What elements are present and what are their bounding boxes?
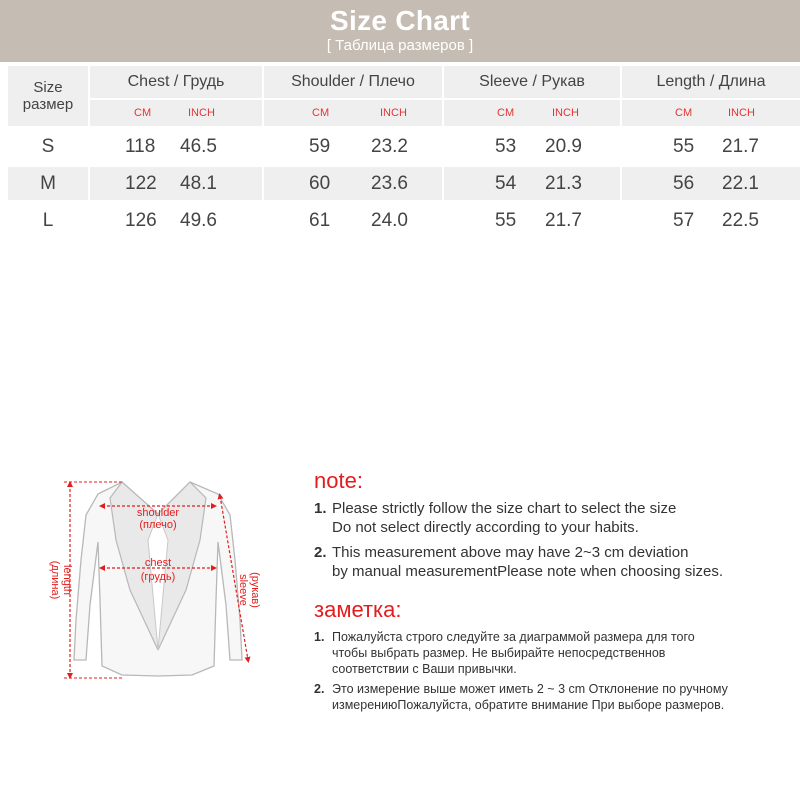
ru-note-title: заметка: xyxy=(314,597,402,622)
note-title: note: xyxy=(314,468,363,493)
column-header-sleeve: Sleeve / Рукав xyxy=(444,66,620,98)
page-subtitle: [ Таблица размеров ] xyxy=(326,37,474,54)
value-cell: 21.7 xyxy=(545,209,582,231)
table-row xyxy=(0,202,800,239)
size-header-ru: размер xyxy=(22,96,74,113)
size-label: S xyxy=(41,135,55,157)
value-cell: 118 xyxy=(125,135,156,157)
value-cell: 48.1 xyxy=(180,172,217,194)
cell-bg xyxy=(444,167,620,200)
size-header-en: Size xyxy=(33,79,63,96)
note-number: 2. xyxy=(314,682,325,696)
shoulder-label-en: shoulder xyxy=(136,507,180,519)
note-number: 1. xyxy=(314,630,325,644)
unit-inch: INCH xyxy=(552,107,579,119)
note-line: Пожалуйста строго следуйте за диаграммой размера для того xyxy=(332,630,695,644)
cell-bg xyxy=(90,167,262,200)
value-cell: 49.6 xyxy=(180,209,217,231)
jacket-measurement-diagram xyxy=(30,470,280,700)
unit-cm: CM xyxy=(675,107,693,119)
column-group-length xyxy=(622,66,800,126)
value-cell: 23.2 xyxy=(371,135,408,157)
note-item-1 xyxy=(314,499,676,537)
note-line: by manual measurementPlease note when choosing sizes. xyxy=(332,563,724,580)
unit-row xyxy=(622,100,800,126)
table-row xyxy=(0,165,800,202)
sleeve-label-en: sleeve xyxy=(237,574,249,606)
chest-label-ru: (грудь) xyxy=(140,571,176,583)
note-line: Please strictly follow the size chart to select the size xyxy=(332,500,677,517)
value-cell: 22.5 xyxy=(722,209,759,231)
value-cell: 60 xyxy=(309,172,331,194)
size-table xyxy=(0,64,800,239)
size-label: M xyxy=(40,172,56,194)
table-header-row xyxy=(0,64,800,128)
value-cell: 21.7 xyxy=(722,135,759,157)
value-cell: 54 xyxy=(495,172,517,194)
value-cell: 55 xyxy=(495,209,517,231)
size-header-cell xyxy=(8,66,88,126)
unit-cm: CM xyxy=(312,107,330,119)
value-cell: 46.5 xyxy=(180,135,217,157)
unit-row xyxy=(90,100,262,126)
unit-inch: INCH xyxy=(728,107,755,119)
column-header-length: Length / Длина xyxy=(622,66,800,98)
value-cell: 122 xyxy=(125,172,157,194)
chest-label-en: chest xyxy=(144,557,172,569)
value-cell: 55 xyxy=(673,135,695,157)
value-cell: 56 xyxy=(673,172,695,194)
note-number: 2. xyxy=(314,544,327,561)
table-row xyxy=(0,128,800,165)
value-cell: 57 xyxy=(673,209,695,231)
value-cell: 22.1 xyxy=(722,172,759,194)
value-cell: 20.9 xyxy=(545,135,582,157)
shoulder-label-ru: (плечо) xyxy=(139,519,177,531)
note-item-2 xyxy=(314,543,723,581)
unit-row xyxy=(444,100,620,126)
value-cell: 61 xyxy=(309,209,331,231)
column-header-chest: Chest / Грудь xyxy=(90,66,262,98)
column-group-chest xyxy=(90,66,262,126)
cell-bg xyxy=(622,167,800,200)
unit-inch: INCH xyxy=(188,107,215,119)
length-label-ru: (длина) xyxy=(49,560,61,600)
value-cell: 24.0 xyxy=(371,209,408,231)
unit-inch: INCH xyxy=(380,107,407,119)
note-line: Do not select directly according to your habits. xyxy=(332,519,639,536)
unit-cm: CM xyxy=(497,107,515,119)
sleeve-label-ru: (рукав) xyxy=(249,572,261,608)
size-label: L xyxy=(42,209,54,231)
value-cell: 23.6 xyxy=(371,172,408,194)
note-line: Это измерение выше может иметь 2 ~ 3 cm Отклонение по ручному xyxy=(332,682,728,696)
ru-note-item-1 xyxy=(314,629,695,677)
note-line: чтобы выбрать размер. Не выбирайте непосредственнов xyxy=(332,646,666,660)
unit-row xyxy=(264,100,442,126)
value-cell: 59 xyxy=(309,135,331,157)
column-group-shoulder xyxy=(264,66,442,126)
ru-note-item-2 xyxy=(314,681,728,713)
column-header-shoulder: Shoulder / Плечо xyxy=(264,66,442,98)
unit-cm: CM xyxy=(134,107,152,119)
value-cell: 126 xyxy=(125,209,157,231)
size-chart-header xyxy=(0,0,800,62)
note-number: 1. xyxy=(314,500,327,517)
value-cell: 21.3 xyxy=(545,172,582,194)
page-title: Size Chart xyxy=(330,5,470,36)
cell-bg xyxy=(264,167,442,200)
length-label-en: length xyxy=(61,565,73,595)
value-cell: 53 xyxy=(495,135,517,157)
note-line: This measurement above may have 2~3 cm deviation xyxy=(332,544,689,561)
note-line: измерениюПожалуйста, обратите внимание При выборе размеров. xyxy=(332,698,725,712)
note-line: соответствии с Ваши привычки. xyxy=(332,662,517,676)
column-group-sleeve xyxy=(444,66,620,126)
